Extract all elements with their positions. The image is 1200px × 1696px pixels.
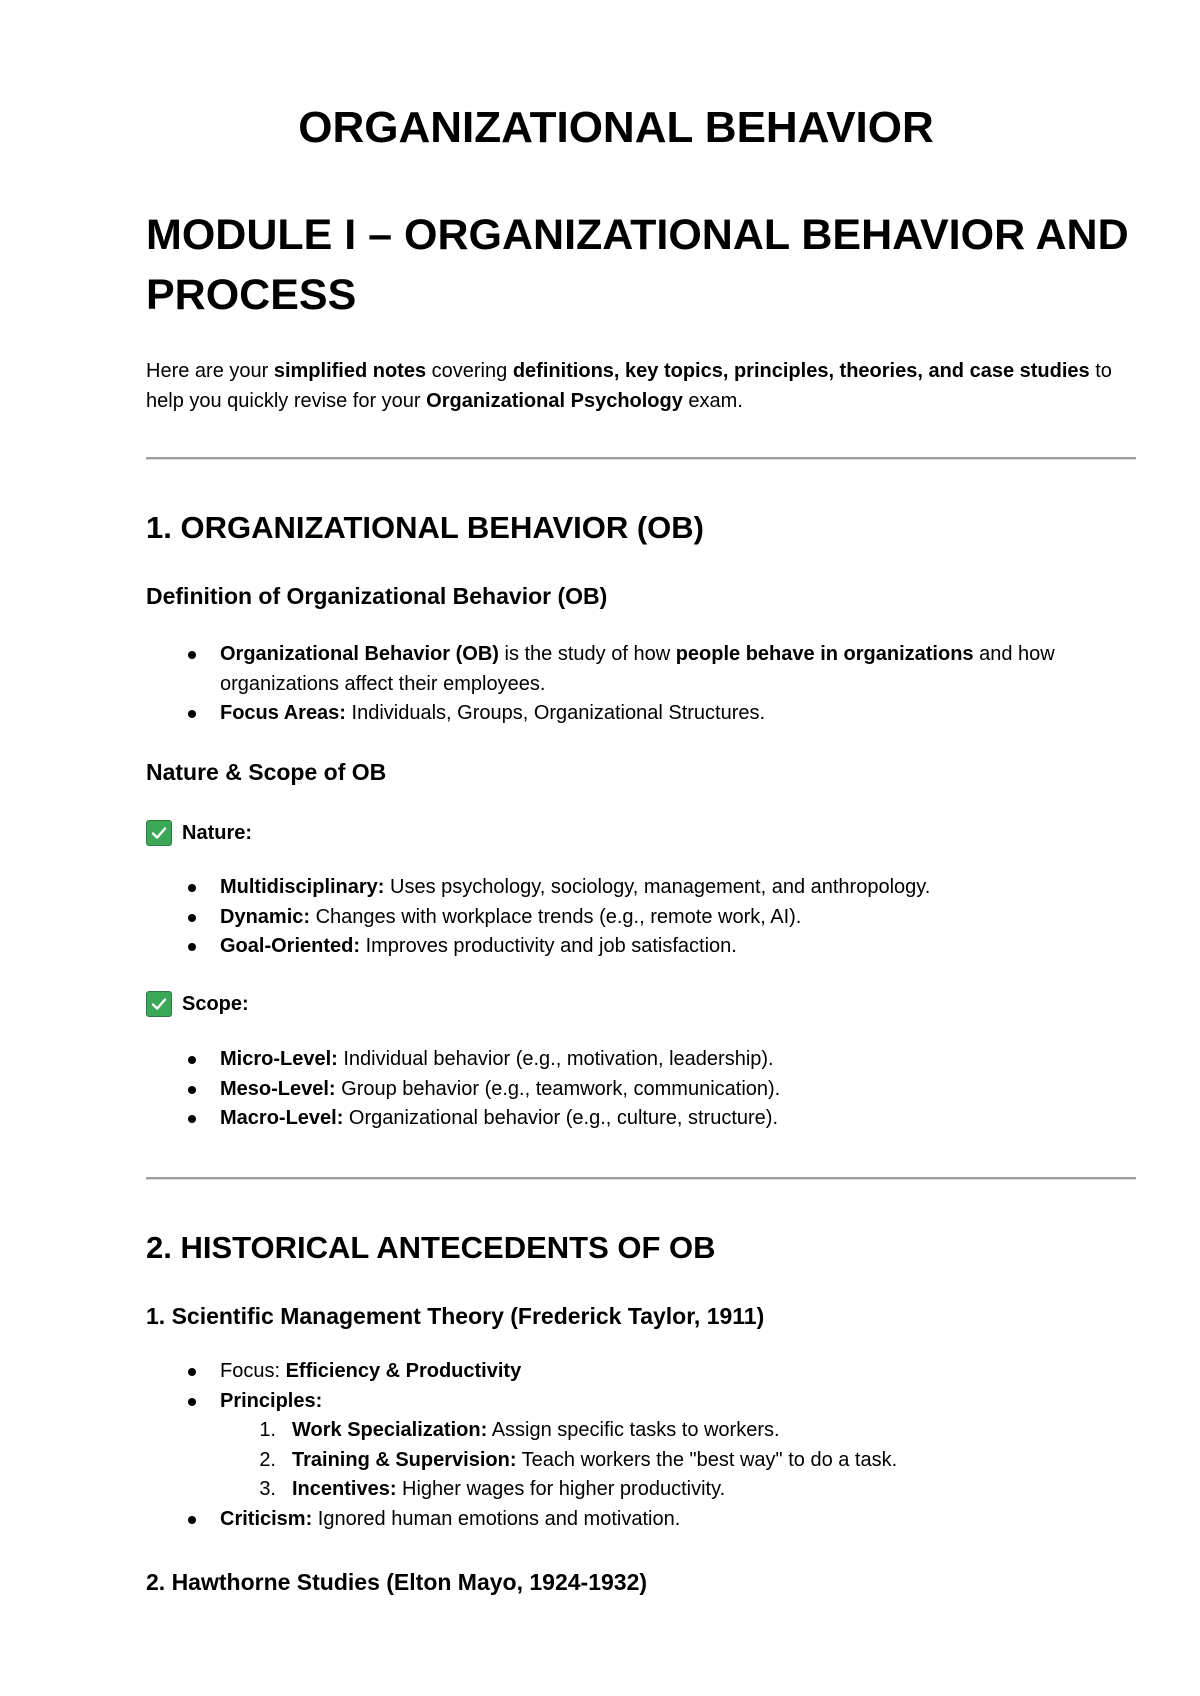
list-item: Principles:: [146, 1387, 1136, 1417]
list-item: Dynamic: Changes with workplace trends (e.g., remote work, AI).: [146, 903, 1136, 933]
list-item: 2. Training & Supervision: Teach workers the "best way" to do a task.: [259, 1448, 898, 1471]
nature-label: Nature:: [146, 818, 252, 848]
list-item: Focus: Efficiency & Productivity: [146, 1357, 1136, 1387]
list-item: Macro-Level: Organizational behavior (e.g., culture, structure).: [146, 1104, 1136, 1134]
list-item: Multidisciplinary: Uses psychology, sociology, management, and anthropology.: [146, 873, 1136, 903]
module-title: MODULE I – ORGANIZATIONAL BEHAVIOR AND PROCESS: [146, 211, 1129, 319]
scope-label: Scope:: [146, 989, 249, 1019]
intro-paragraph: Here are your simplified notes covering definitions, key topics, principles, theories, and case studies to help you quickly revise for your Organizational Psychology exam.: [146, 360, 1112, 412]
document-title: ORGANIZATIONAL BEHAVIOR: [298, 103, 934, 152]
scientific-management-list: [146, 1357, 1136, 1534]
subheading-scientific-management: 1. Scientific Management Theory (Frederick Taylor, 1911): [146, 1303, 765, 1329]
definition-list: [146, 640, 1136, 729]
subheading-definition: Definition of Organizational Behavior (OB): [146, 583, 608, 609]
list-item: 3. Incentives: Higher wages for higher productivity.: [259, 1478, 726, 1500]
section-heading-ob: 1. ORGANIZATIONAL BEHAVIOR (OB): [146, 510, 704, 545]
check-box-icon: [146, 820, 172, 846]
nature-list: [146, 873, 1136, 962]
principles-list: [146, 1416, 1136, 1505]
list-item: Criticism: Ignored human emotions and motivation.: [146, 1505, 1136, 1535]
list-item: Micro-Level: Individual behavior (e.g., motivation, leadership).: [146, 1045, 1136, 1075]
list-item: Meso-Level: Group behavior (e.g., teamwork, communication).: [146, 1075, 1136, 1105]
principles-sublist-container: [146, 1416, 1136, 1505]
subheading-hawthorne: 2. Hawthorne Studies (Elton Mayo, 1924-1932): [146, 1569, 648, 1595]
horizontal-rule: [146, 457, 1136, 460]
section-heading-historical: 2. HISTORICAL ANTECEDENTS OF OB: [146, 1230, 716, 1265]
subheading-nature-scope: Nature & Scope of OB: [146, 759, 387, 785]
list-item: Goal-Oriented: Improves productivity and job satisfaction.: [146, 932, 1136, 962]
list-item: Organizational Behavior (OB) is the study of how people behave in organizations and how organizations affect their employees.: [146, 640, 1136, 699]
horizontal-rule: [146, 1177, 1136, 1180]
list-item: Focus Areas: Individuals, Groups, Organizational Structures.: [146, 699, 1136, 729]
scope-list: [146, 1045, 1136, 1134]
check-box-icon: [146, 991, 172, 1017]
list-item: 1. Work Specialization: Assign specific tasks to workers.: [259, 1419, 780, 1441]
